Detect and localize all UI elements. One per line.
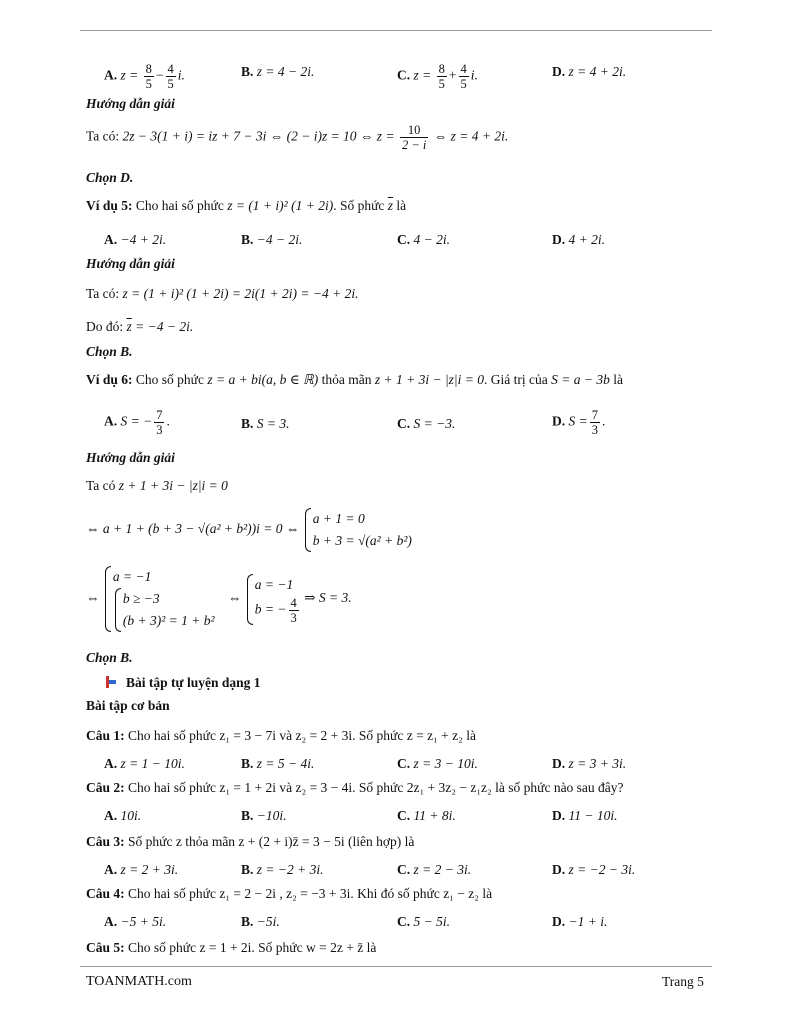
option-c: C. z = $\frac{8}{5}$ + $\frac{4}{5}$ i.	[397, 62, 478, 91]
option-a: A. z = $\frac{8}{5}$ − $\frac{4}{5}$ i.	[104, 62, 185, 91]
solution-heading: Hướng dẫn giải	[86, 96, 175, 111]
solution-5-line2: Do đó: $\overline{z} = -4 - 2i$.	[86, 319, 194, 334]
option-c: C. z = 3 − 10i.	[397, 756, 478, 771]
option-c: C. 11 + 8i.	[397, 808, 456, 823]
option-d: D. 11 − 10i.	[552, 808, 618, 823]
option-a: A. 10i.	[104, 808, 142, 823]
option-b: B. S = 3.	[241, 416, 290, 431]
option-b: B. −4 − 2i.	[241, 232, 303, 247]
option-d: D. z = 3 + 3i.	[552, 756, 627, 771]
solution-6-line2: ⇔ a + 1 + (b + 3 − √(a² + b²))i = 0 ⇔ a + 1 = 0 b + 3 = √(a² + b²)	[86, 508, 412, 552]
option-d: D. z = −2 − 3i.	[552, 862, 636, 877]
section-title: Bài tập tự luyện dạng 1	[106, 675, 261, 691]
option-a: A. S = − $\frac{7}{3}$ .	[104, 408, 170, 437]
option-d: D. z = 4 + 2i.	[552, 64, 627, 79]
option-b: B. −5i.	[241, 914, 280, 929]
question-5: Câu 5: Cho số phức z = 1 + 2i. Số phức w = 2z + z̄ là	[86, 940, 377, 955]
option-d: D. 4 + 2i.	[552, 232, 605, 247]
solution-5-line1: Ta có: z = (1 + i)² (1 + 2i) = 2i(1 + 2i) = −4 + 2i.	[86, 286, 359, 301]
option-d: D. S = $\frac{7}{3}$ .	[552, 408, 606, 437]
solution-6-line3: ⇔ a = −1 b ≥ −3 (b + 3)² = 1 + b² ⇔ a = −1 b = − $\frac{4}{3}$ ⇒ S = 3.	[86, 566, 352, 632]
subsection-title: Bài tập cơ bản	[86, 698, 170, 713]
answer-choice: Chọn B.	[86, 344, 133, 359]
solution-4: Ta có: 2z − 3(1 + i) = iz + 7 − 3i ⇔ (2 − i)z = 10 ⇔ z = $\frac{10}{2 - i}$ ⇔ z = 4 + 2i.	[86, 123, 509, 152]
footer-page-number: Trang 5	[662, 974, 704, 989]
bullet-icon	[106, 676, 116, 688]
option-c: C. S = −3.	[397, 416, 456, 431]
question-4: Câu 4: Cho hai số phức z₁ = 2 − 2i , z₂ = −3 + 3i. Khi đó số phức z₁ − z₂ là	[86, 886, 493, 901]
footer-rule	[80, 966, 712, 967]
header-rule	[80, 30, 712, 31]
option-c: C. 5 − 5i.	[397, 914, 450, 929]
question-3: Câu 3: Số phức z thỏa mãn z + (2 + i)z̄ = 3 − 5i (liên hợp) là	[86, 834, 415, 849]
option-b: B. z = −2 + 3i.	[241, 862, 324, 877]
option-d: D. −1 + i.	[552, 914, 608, 929]
option-c: C. z = 2 − 3i.	[397, 862, 472, 877]
solution-heading: Hướng dẫn giải	[86, 256, 175, 271]
question-1: Câu 1: Cho hai số phức z₁ = 3 − 7i và z₂ = 2 + 3i. Số phức z = z₁ + z₂ là	[86, 728, 476, 743]
option-a: A. z = 1 − 10i.	[104, 756, 185, 771]
answer-choice: Chọn D.	[86, 170, 134, 185]
solution-6-line1: Ta có z + 1 + 3i − |z|i = 0	[86, 478, 228, 493]
option-b: B. −10i.	[241, 808, 287, 823]
option-b: B. z = 5 − 4i.	[241, 756, 315, 771]
option-b: B. z = 4 − 2i.	[241, 64, 315, 79]
example-6: Ví dụ 6: Cho số phức z = a + bi(a, b ∈ ℝ) thỏa mãn z + 1 + 3i − |z|i = 0. Giá trị của S = a − 3b là	[86, 372, 623, 387]
option-a: A. −5 + 5i.	[104, 914, 167, 929]
question-2: Câu 2: Cho hai số phức z₁ = 1 + 2i và z₂ = 3 − 4i. Số phức 2z₁ + 3z₂ − z₁z₂ là số phức nào sau đây?	[86, 780, 624, 795]
footer-site: TOANMATH.com	[86, 974, 192, 989]
solution-heading: Hướng dẫn giải	[86, 450, 175, 465]
option-a: A. z = 2 + 3i.	[104, 862, 179, 877]
answer-choice: Chọn B.	[86, 650, 133, 665]
option-a: A. −4 + 2i.	[104, 232, 167, 247]
example-5: Ví dụ 5: Cho hai số phức z = (1 + i)² (1 + 2i). Số phức $\overline{z}$ là	[86, 198, 407, 213]
option-c: C. 4 − 2i.	[397, 232, 450, 247]
